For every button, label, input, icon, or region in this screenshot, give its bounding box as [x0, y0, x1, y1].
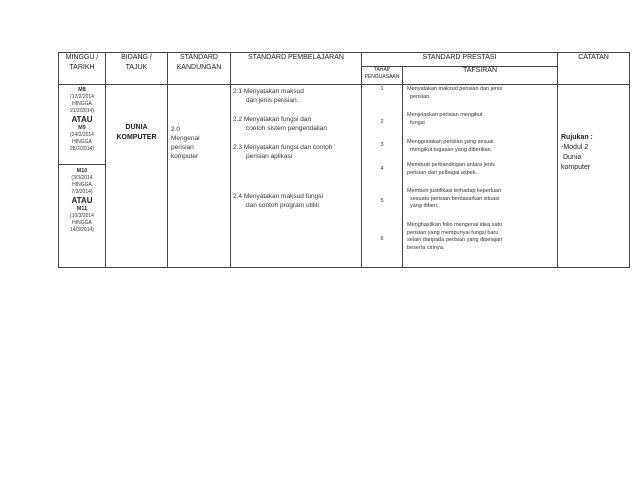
sp-item-2-3: 2.3 Menyatakan fungsi dan contoh perisian aplikasi: [233, 144, 333, 160]
kandungan-text: Mengenal: [171, 135, 200, 142]
tafsiran-6: Menghasilkan folio mengenai idea satu perisian yang mempunyai fungsi baru selain daripada perisian yang dipelajari beserta cirinya.: [407, 222, 503, 251]
tafsiran-cell: [403, 85, 558, 268]
tahap-6: 6: [380, 236, 384, 242]
tafsiran-2: Menjelaskan perisian mengikut fungsi: [407, 112, 483, 126]
tafsiran-3: Menggunakan perisian yang sesuai mengikut tugasan yang diberikan.: [407, 139, 494, 153]
kandungan-text: 2.0: [171, 126, 181, 133]
tahap-2: 2: [380, 119, 384, 125]
pembelajaran-cell: [231, 85, 362, 268]
rujukan-text: komputer: [561, 164, 591, 171]
date-text: 28/2/2014): [70, 146, 94, 152]
header-minggu: MINGGU / TARIKH: [59, 53, 106, 85]
atau-label: ATAU: [71, 196, 93, 205]
date-text: 21/2/2014): [70, 108, 94, 114]
bidang-text: KOMPUTER: [116, 134, 157, 141]
bidang-text: DUNIA: [125, 124, 148, 131]
date-text: HINGGA: [72, 220, 92, 226]
week-label: M11: [76, 206, 88, 212]
header-tahap: TAHAP PENGUASAAN: [362, 67, 403, 85]
bidang-cell: [106, 85, 168, 268]
header-kandungan: STANDARD KANDUNGAN: [168, 53, 231, 85]
date-text: HINGGA: [72, 101, 92, 107]
lesson-plan-table: [58, 52, 630, 268]
header-catatan: CATATAN: [558, 53, 630, 85]
tahap-cell: [362, 85, 403, 268]
tahap-4: 4: [380, 166, 384, 172]
week-cell-m10-m11: [59, 165, 106, 268]
tafsiran-4: Membuat perbandingan antara jenis perisian dari pelbagai aspek.: [407, 162, 496, 176]
header-tafsiran: TAFSIRAN: [403, 67, 558, 85]
date-text: HINGGA: [72, 139, 92, 145]
week-label: M8: [78, 87, 86, 93]
date-text: (17/2/2014: [70, 94, 94, 100]
atau-label: ATAU: [71, 115, 93, 124]
tahap-3: 3: [380, 142, 384, 148]
date-text: (10/3/2014: [70, 213, 94, 219]
sp-item-2-2: 2.2 Menyatakan fungsi dan contoh sistem pengendalian: [233, 116, 327, 132]
sp-item-2-1: 2.1 Menyatakan maksud dan jenis perisian.: [233, 88, 304, 104]
week-label: M10: [76, 168, 88, 174]
rujukan-text: Dunia: [561, 154, 582, 161]
kandungan-cell: [168, 85, 231, 268]
tahap-1: 1: [380, 86, 384, 92]
catatan-cell: [558, 85, 630, 268]
header-bidang: BIDANG / TAJUK: [106, 53, 168, 85]
date-text: 7/3/2014): [71, 189, 93, 195]
header-prestasi: STANDARD PRESTASI: [362, 53, 558, 67]
date-text: (3/3/2014: [71, 175, 93, 181]
kandungan-text: komputer: [171, 153, 199, 160]
tahap-5: 5: [380, 198, 384, 204]
tafsiran-1: Menyatakan maksud perisian dan jenis perisian.: [407, 86, 503, 100]
sp-item-2-4: 2.4 Menyatakan maksud fungsi dan contoh program utiliti: [233, 193, 323, 209]
date-text: 14/3/2014): [70, 227, 94, 233]
week-cell-m8-m9: [59, 85, 106, 165]
rujukan-text: -Modul 2: [561, 144, 589, 151]
kandungan-text: perisian: [171, 144, 194, 151]
rujukan-label: Rujukan :: [561, 134, 593, 141]
header-pembelajaran: STANDARD PEMBELAJARAN: [231, 53, 362, 85]
date-text: HINGGA: [72, 182, 92, 188]
tafsiran-5: Memberi justifikasi terhadap keperluan sesuatu perisian berdasarkan situasi yang diberi.: [407, 188, 502, 209]
date-text: (24/2/2014: [70, 132, 94, 138]
week-label: M9: [78, 125, 86, 131]
